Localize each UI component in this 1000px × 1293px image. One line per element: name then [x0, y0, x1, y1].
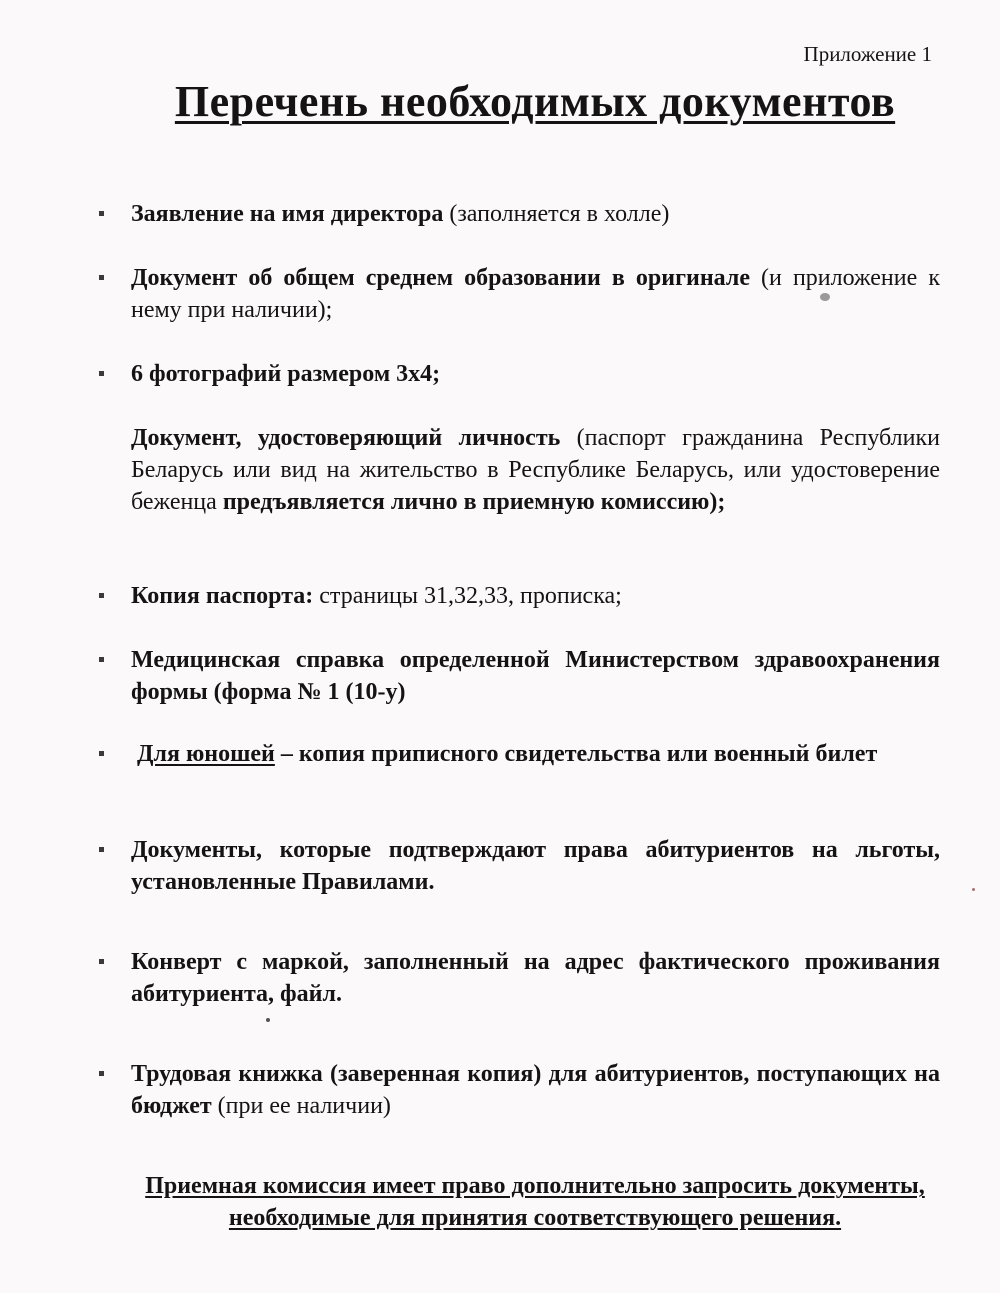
item-bold-text: Медицинская справка определенной Министерством здравоохранения формы (форма № 1 (10-у): [131, 647, 940, 705]
list-item-identity-document: [131, 422, 940, 518]
bullet-icon: [99, 657, 104, 662]
bullet-icon: [99, 275, 104, 280]
list-item-passport-copy: [131, 580, 940, 612]
bullet-icon: [99, 1071, 104, 1076]
page-title: Перечень необходимых документов: [174, 77, 896, 126]
scan-speck: [972, 888, 975, 891]
item-text: (паспорт гражданина Республики Беларусь или вид на жительство в Республике Беларусь, или удостоверение беженца: [131, 425, 940, 515]
bullet-icon: [99, 959, 104, 964]
list-item-application: [131, 198, 940, 230]
bullet-icon: [99, 371, 104, 376]
bullet-icon: [99, 211, 104, 216]
bullet-icon: [99, 751, 104, 756]
item-text: (и приложение к нему при наличии);: [131, 265, 940, 323]
bullet-icon: [99, 593, 104, 598]
item-bold-text: Конверт с маркой, заполненный на адрес фактического проживания абитуриента, файл.: [131, 949, 940, 1007]
list-item-photos: [131, 358, 940, 390]
list-item-military-document: [131, 738, 940, 770]
item-bold-text: – копия приписного свидетельства или военный билет: [274, 741, 878, 767]
annex-label: Приложение 1: [803, 42, 932, 66]
scan-speck: [266, 1018, 270, 1022]
bullet-icon: [99, 847, 104, 852]
item-bold-text: Трудовая книжка (заверенная копия) для абитуриентов, поступающих на бюджет: [131, 1061, 940, 1119]
list-item-medical-certificate: [131, 644, 940, 708]
scan-speck: [820, 293, 830, 301]
list-item-education-document: [131, 262, 940, 326]
list-item-employment-record: [131, 1058, 940, 1122]
item-bold-text: Документ, удостоверяющий личность: [131, 425, 561, 451]
item-text: (при ее наличии): [211, 1093, 391, 1119]
footer-note: Приемная комиссия имеет право дополнительно запросить документы, необходимые для принятия соответствующего решения.: [145, 1173, 925, 1231]
item-text: страницы 31,32,33, прописка;: [313, 583, 622, 609]
item-bold-text: Документы, которые подтверждают права абитуриентов на льготы, установленные Правилами.: [131, 837, 940, 895]
item-bold-text: Заявление на имя директора: [131, 201, 444, 227]
item-underlined-text: Для юношей: [137, 741, 275, 767]
list-item-benefit-documents: [131, 834, 940, 898]
item-text: (заполняется в холле): [443, 201, 670, 227]
item-bold-text: 6 фотографий размером 3х4;: [131, 361, 441, 387]
item-bold-text: Документ об общем среднем образовании в оригинале: [131, 265, 750, 291]
item-bold-text: Копия паспорта:: [131, 583, 314, 609]
item-bold-text-2: предъявляется лично в приемную комиссию);: [222, 489, 726, 515]
list-item-envelope: [131, 946, 940, 1010]
